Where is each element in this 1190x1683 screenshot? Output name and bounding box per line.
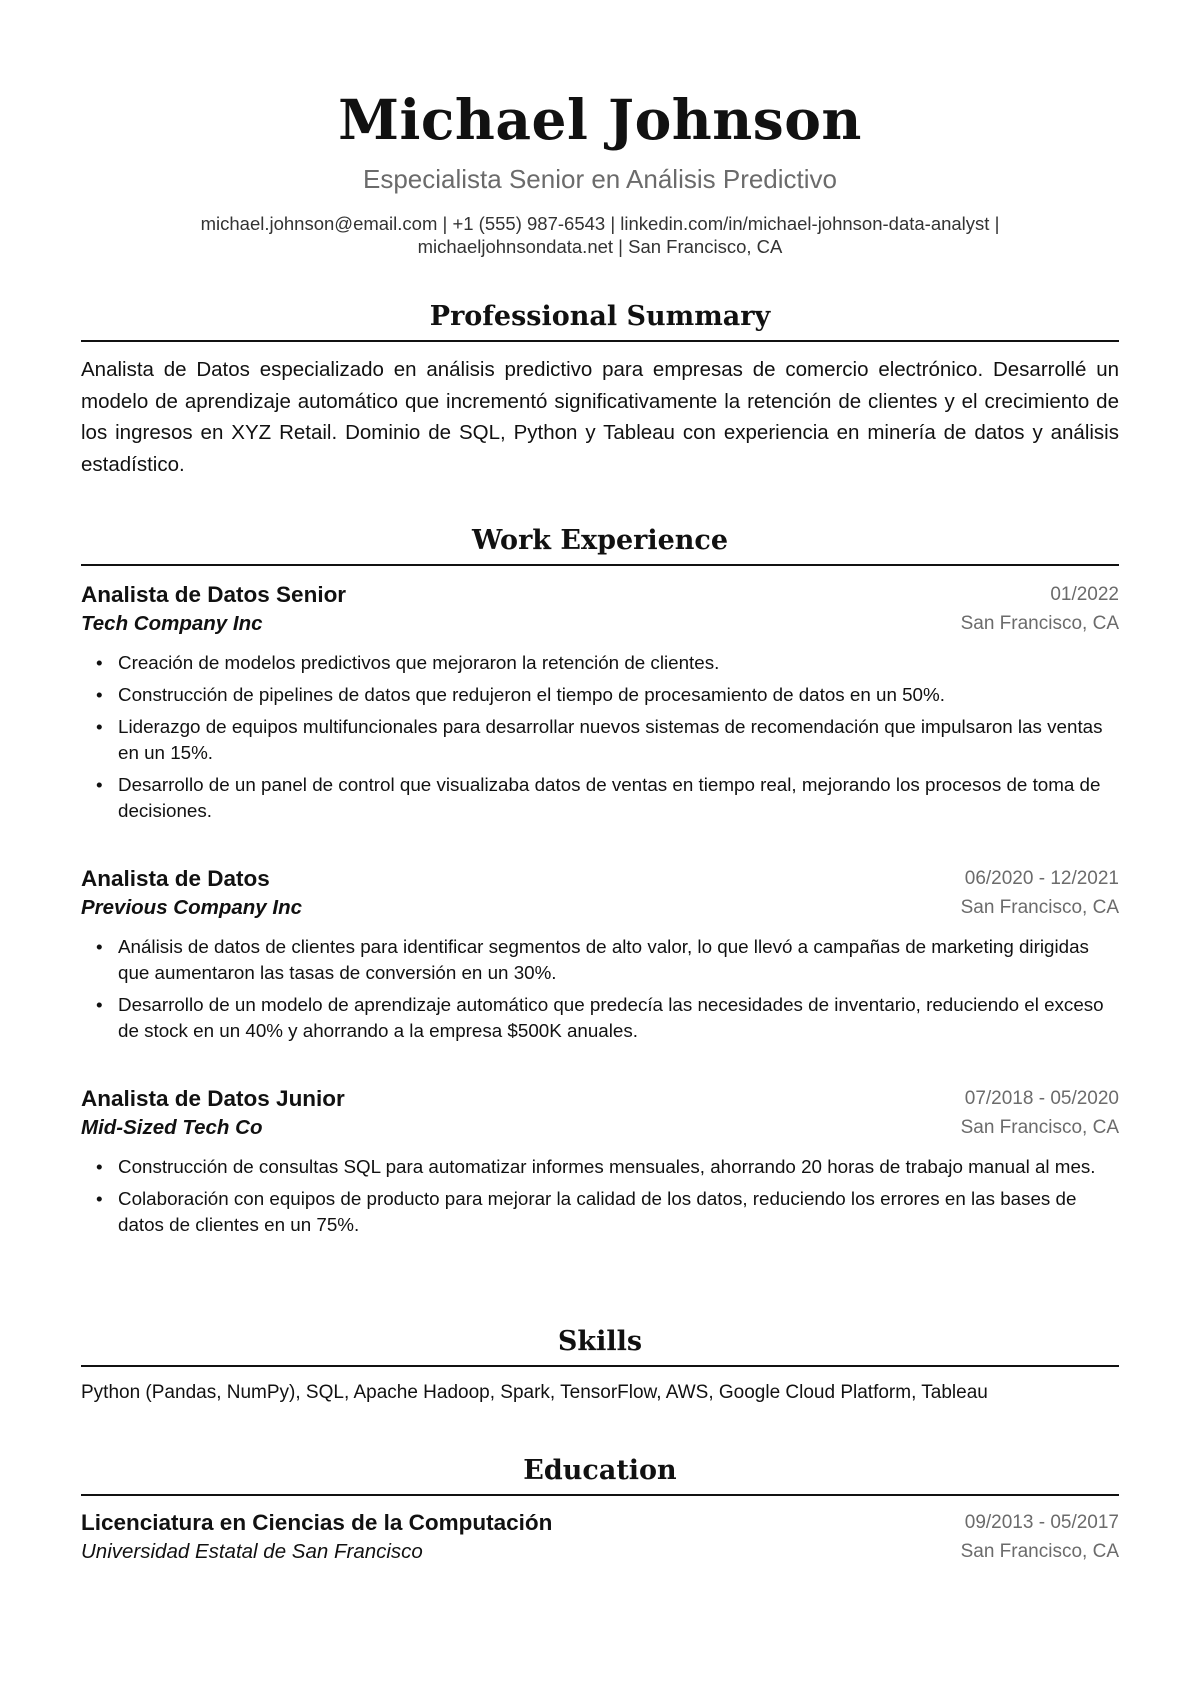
summary-divider bbox=[81, 340, 1119, 342]
education-divider bbox=[81, 1494, 1119, 1496]
experience-heading: Work Experience bbox=[471, 525, 729, 556]
education-heading: Education bbox=[523, 1455, 677, 1486]
job-date: 07/2018 - 05/2020 bbox=[964, 1088, 1119, 1109]
experience-divider bbox=[81, 564, 1119, 566]
bullet-icon: • bbox=[96, 994, 103, 1015]
job-title: Analista de Datos Senior bbox=[81, 582, 347, 607]
school-name: Universidad Estatal de San Francisco bbox=[81, 1540, 423, 1563]
education-date: 09/2013 - 05/2017 bbox=[964, 1512, 1119, 1533]
candidate-name: Michael Johnson bbox=[338, 87, 862, 152]
summary-heading: Professional Summary bbox=[429, 301, 771, 332]
job-title: Analista de Datos Junior bbox=[81, 1086, 345, 1111]
job-company: Previous Company Inc bbox=[81, 896, 303, 919]
list-item: • Colaboración con equipos de producto para mejorar la calidad de los datos, reduciendo los errores en las bases de datos de clientes en un 75%. bbox=[96, 1188, 1077, 1235]
bullet-icon: • bbox=[96, 774, 103, 795]
list-item: • Desarrollo de un modelo de aprendizaje automático que predecía las necesidades de inventario, reduciendo el exceso de stock en un 40% y ahorrando a la empresa $500K anuales. bbox=[96, 994, 1104, 1041]
degree-title: Licenciatura en Ciencias de la Computación bbox=[81, 1510, 553, 1535]
contact-info bbox=[81, 212, 1119, 258]
education-location: San Francisco, CA bbox=[960, 1541, 1119, 1562]
job-entry bbox=[81, 582, 1119, 830]
skills-text: Python (Pandas, NumPy), SQL, Apache Hadoop, Spark, TensorFlow, AWS, Google Cloud Platform, Tableau bbox=[81, 1382, 988, 1403]
bullet-icon: • bbox=[96, 1156, 103, 1177]
job-title: Analista de Datos bbox=[81, 866, 270, 891]
job-date: 01/2022 bbox=[1050, 584, 1119, 605]
job-subtitle: Especialista Senior en Análisis Predictivo bbox=[362, 164, 838, 194]
summary-text: Analista de Datos especializado en análisis predictivo para empresas de comercio electrónico. Desarrollé un modelo de aprendizaje automático que incrementó significativamente la retención de clientes y el crecimiento de los ingresos en XYZ Retail. Dominio de SQL, Python y Tableau con experiencia en minería de datos y análisis estadístico. bbox=[81, 358, 1119, 476]
bullet-icon: • bbox=[96, 652, 103, 673]
list-item: • Construcción de consultas SQL para automatizar informes mensuales, ahorrando 20 horas de trabajo manual al mes. bbox=[81, 1154, 1119, 1180]
job-date: 06/2020 - 12/2021 bbox=[964, 868, 1119, 889]
contact-line-2: michaeljohnsondata.net | San Francisco, CA bbox=[417, 236, 783, 257]
job-entry bbox=[81, 866, 1119, 1050]
bullet-icon: • bbox=[96, 936, 103, 957]
job-location: San Francisco, CA bbox=[960, 897, 1119, 918]
list-item: • Liderazgo de equipos multifuncionales para desarrollar nuevos sistemas de recomendación que impulsaron las ventas en un 15%. bbox=[96, 716, 1103, 763]
job-bullets bbox=[81, 934, 1119, 1044]
list-item: • Creación de modelos predictivos que mejoraron la retención de clientes. bbox=[81, 650, 1119, 676]
job-bullets bbox=[81, 1154, 1119, 1238]
skills-heading: Skills bbox=[557, 1326, 643, 1357]
job-location: San Francisco, CA bbox=[960, 1117, 1119, 1138]
job-company: Tech Company Inc bbox=[81, 612, 263, 635]
education-entry bbox=[81, 1510, 1119, 1570]
bullet-icon: • bbox=[96, 684, 103, 705]
list-item: • Análisis de datos de clientes para identificar segmentos de alto valor, lo que llevó a campañas de marketing dirigidas que aumentaron las tasas de conversión en un 30%. bbox=[96, 936, 1089, 983]
bullet-icon: • bbox=[96, 1188, 103, 1209]
list-item: • Construcción de pipelines de datos que redujeron el tiempo de procesamiento de datos en un 50%. bbox=[81, 682, 1119, 708]
job-location: San Francisco, CA bbox=[960, 613, 1119, 634]
contact-line-1: michael.johnson@email.com | +1 (555) 987-6543 | linkedin.com/in/michael-johnson-data-analyst | bbox=[200, 213, 1000, 234]
job-company: Mid-Sized Tech Co bbox=[81, 1116, 263, 1139]
bullet-icon: • bbox=[96, 716, 103, 737]
job-entry bbox=[81, 1086, 1119, 1244]
job-bullets bbox=[81, 650, 1119, 824]
list-item: • Desarrollo de un panel de control que visualizaba datos de ventas en tiempo real, mejorando los procesos de toma de decisiones. bbox=[96, 774, 1101, 821]
skills-divider bbox=[81, 1365, 1119, 1367]
